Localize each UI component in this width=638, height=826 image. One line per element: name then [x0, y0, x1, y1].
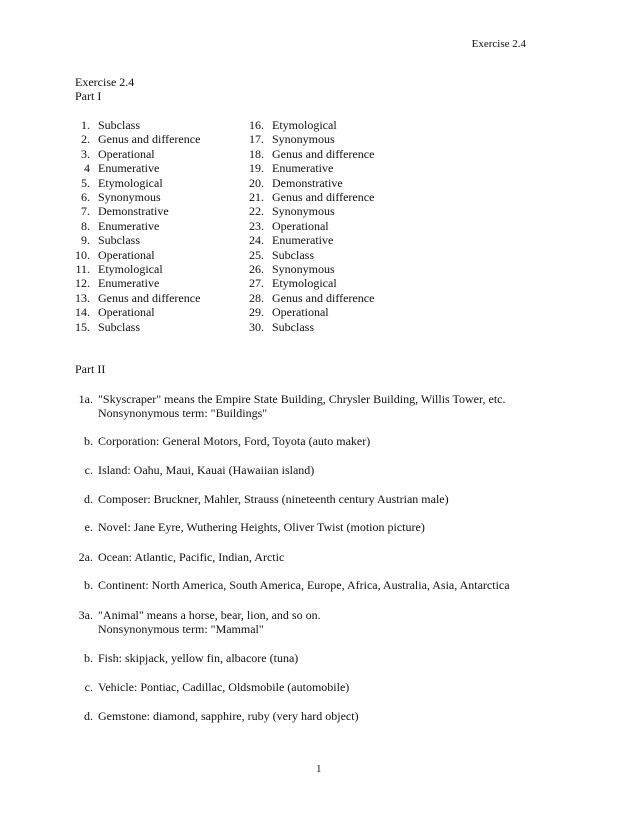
answer-number: 5. — [81, 175, 90, 190]
answer-number: 13. — [75, 290, 90, 305]
item-text: Ocean: Atlantic, Pacific, Indian, Arctic — [98, 550, 285, 564]
answer-text: Enumerative — [98, 161, 160, 176]
answer-text: Genus and difference — [272, 190, 375, 205]
answer-number: 30. — [249, 319, 264, 334]
answer-number: 23. — [249, 218, 264, 233]
answer-row — [73, 147, 200, 161]
answer-text: Operational — [98, 247, 155, 262]
answer-number: 25. — [249, 247, 264, 262]
answer-text: Etymological — [98, 175, 163, 190]
answer-row — [73, 219, 200, 233]
answer-text: Operational — [272, 305, 329, 320]
page-title: Exercise 2.4 — [75, 75, 135, 89]
answer-number: 22. — [249, 204, 264, 219]
answer-text: Synonymous — [272, 132, 335, 147]
answer-row — [246, 320, 374, 334]
answer-text: Genus and difference — [272, 146, 375, 161]
item-label: 3a. — [78, 608, 93, 622]
answer-row — [73, 204, 200, 218]
item-text: Composer: Bruckner, Mahler, Strauss (nineteenth century Austrian male) — [98, 492, 449, 506]
answer-number: 21. — [249, 190, 264, 205]
answer-text: Demonstrative — [272, 175, 343, 190]
answer-text: Enumerative — [98, 218, 160, 233]
answer-row — [73, 305, 200, 319]
answer-row — [73, 291, 200, 305]
answer-row — [246, 190, 374, 204]
answer-number: 27. — [249, 276, 264, 291]
answer-column-1 — [73, 118, 200, 334]
item-label: b. — [84, 651, 93, 665]
answer-text: Enumerative — [98, 276, 160, 291]
part2-heading: Part II — [75, 362, 106, 376]
answer-text: Etymological — [272, 276, 337, 291]
answer-number: 6. — [81, 190, 90, 205]
answer-text: Synonymous — [272, 204, 335, 219]
answer-text: Enumerative — [272, 161, 334, 176]
answer-row — [73, 262, 200, 276]
item-text: Nonsynonymous term: "Mammal" — [98, 622, 264, 637]
answer-text: Genus and difference — [98, 132, 201, 147]
answer-text: Synonymous — [98, 190, 161, 205]
answer-number: 15. — [75, 319, 90, 334]
answer-number: 1. — [81, 118, 90, 132]
answer-text: Demonstrative — [98, 204, 169, 219]
answer-text: Genus and difference — [272, 290, 375, 305]
answer-row — [246, 161, 374, 175]
item-label: b. — [84, 434, 93, 448]
answer-text: Enumerative — [272, 233, 334, 248]
item-text: Nonsynonymous term: "Buildings" — [98, 406, 268, 421]
answer-row — [246, 118, 374, 132]
item-label: d. — [84, 492, 93, 506]
item-text: "Animal" means a horse, bear, lion, and so on. — [98, 608, 321, 622]
answer-row — [73, 276, 200, 290]
answer-row — [246, 262, 374, 276]
answer-number: 28. — [249, 290, 264, 305]
answer-row — [73, 118, 200, 132]
item-label: c. — [84, 463, 93, 477]
answer-number: 12. — [75, 276, 90, 291]
answer-number: 29. — [249, 305, 264, 320]
answer-row — [246, 233, 374, 247]
answer-row — [246, 132, 374, 146]
answer-number: 7. — [81, 204, 90, 219]
answer-row — [73, 176, 200, 190]
answer-row — [246, 176, 374, 190]
answer-number: 9. — [81, 233, 90, 248]
answer-number: 10. — [75, 247, 90, 262]
item-text: "Skyscraper" means the Empire State Building, Chrysler Building, Willis Tower, etc. — [98, 392, 506, 406]
answer-row — [246, 291, 374, 305]
answer-row — [73, 233, 200, 247]
answer-text: Operational — [98, 305, 155, 320]
answer-row — [246, 204, 374, 218]
answer-number: 18. — [249, 146, 264, 161]
item-label: e. — [84, 520, 93, 534]
answer-text: Subclass — [98, 118, 140, 132]
answer-text: Subclass — [98, 319, 140, 334]
item-label: c. — [84, 680, 93, 694]
answer-number: 4 — [84, 161, 90, 176]
answer-number: 26. — [249, 262, 264, 277]
item-label: b. — [84, 578, 93, 592]
item-text: Corporation: General Motors, Ford, Toyota (auto maker) — [98, 434, 371, 448]
answer-number: 8. — [81, 218, 90, 233]
answer-row — [73, 320, 200, 334]
answer-row — [73, 132, 200, 146]
answer-number: 19. — [249, 161, 264, 176]
item-text: Vehicle: Pontiac, Cadillac, Oldsmobile (automobile) — [98, 680, 350, 694]
answer-row — [73, 248, 200, 262]
answer-number: 17. — [249, 132, 264, 147]
answer-row — [246, 248, 374, 262]
item-text: Novel: Jane Eyre, Wuthering Heights, Oliver Twist (motion picture) — [98, 520, 425, 534]
page-number: 1 — [316, 763, 322, 775]
part1-heading: Part I — [75, 89, 102, 103]
answer-row — [246, 147, 374, 161]
answer-row — [73, 161, 200, 175]
answer-text: Subclass — [98, 233, 140, 248]
answer-row — [246, 305, 374, 319]
answer-number: 14. — [75, 305, 90, 320]
answer-number: 2. — [81, 132, 90, 147]
answer-text: Operational — [98, 146, 155, 161]
answer-text: Subclass — [272, 247, 314, 262]
answer-number: 11. — [75, 262, 90, 277]
answer-text: Synonymous — [272, 262, 335, 277]
answer-row — [246, 276, 374, 290]
answer-text: Etymological — [272, 118, 337, 132]
item-label: d. — [84, 709, 93, 723]
answer-text: Etymological — [98, 262, 163, 277]
item-text: Island: Oahu, Maui, Kauai (Hawaiian island) — [98, 463, 315, 477]
item-text: Gemstone: diamond, sapphire, ruby (very hard object) — [98, 709, 359, 723]
item-label: 2a. — [78, 550, 93, 564]
answer-column-2 — [246, 118, 374, 334]
item-text: Fish: skipjack, yellow fin, albacore (tuna) — [98, 651, 299, 665]
item-text: Continent: North America, South America, Europe, Africa, Australia, Asia, Antarctica — [98, 578, 510, 592]
answer-text: Operational — [272, 218, 329, 233]
answer-number: 20. — [249, 175, 264, 190]
answer-text: Genus and difference — [98, 290, 201, 305]
running-header: Exercise 2.4 — [471, 38, 526, 50]
item-label: 1a. — [78, 392, 93, 406]
answer-number: 16. — [249, 118, 264, 132]
answer-row — [73, 190, 200, 204]
answer-text: Subclass — [272, 319, 314, 334]
answer-row — [246, 219, 374, 233]
answer-number: 3. — [81, 146, 90, 161]
answer-number: 24. — [249, 233, 264, 248]
